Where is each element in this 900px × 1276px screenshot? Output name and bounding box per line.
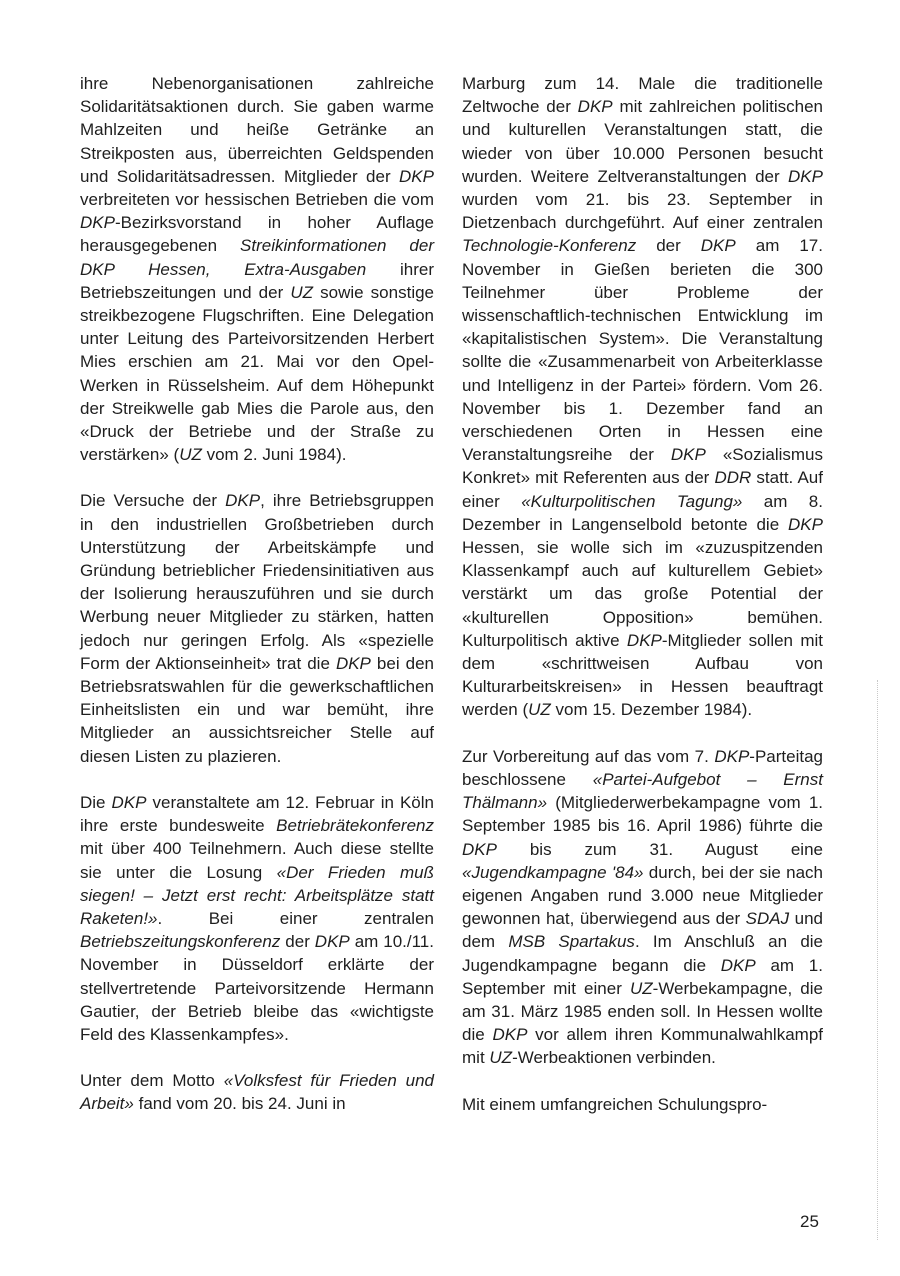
italic-text: DKP (788, 166, 823, 186)
italic-text: «Der Frieden muß siegen! – Jetzt erst recht: Arbeitsplätze statt Raketen!» (80, 862, 434, 928)
text-run: -Werbekampagne, die am 31. März 1985 enden soll. In Hessen wollte die (462, 978, 823, 1045)
italic-text: DKP (80, 213, 115, 233)
text-run: «Sozialismus Konkret» mit Referenten aus der (462, 445, 823, 488)
italic-text: DKP (577, 97, 613, 117)
text-run: der (280, 932, 315, 952)
text-run: am 8. Dezember in Langenselbold betonte die (462, 491, 823, 534)
paragraph (80, 791, 434, 1046)
text-run: -Bezirksvorstand in hoher Auflage herausgegebenen (80, 213, 434, 256)
text-run: mit über 400 Teilnehmern. Auch diese stellte sie unter die Losung (80, 839, 434, 882)
text-run: vom 2. Juni 1984). (201, 445, 347, 465)
text-run: . Bei einer zentralen (157, 908, 434, 928)
paragraph (80, 489, 434, 767)
italic-text: UZ (528, 700, 551, 720)
text-run: . Im Anschluß an die Jugendkampagne begann die (462, 932, 824, 975)
text-run: (Mitgliederwerbekampagne vom 1. September 1985 bis 16. April 1986) führte die (462, 793, 823, 836)
italic-text: Streikinformationen der DKP Hessen, Extra-Ausgaben (80, 236, 434, 279)
text-run: mit zahlreichen politischen und kulturellen Veranstaltungen statt, die wieder von über 10.000 Personen besucht wurden. Weitere Zeltveranstaltungen der (462, 97, 823, 186)
text-run: am 1. September mit einer (462, 955, 823, 998)
text-run: verbreiteten vor hessischen Betrieben die vom (80, 190, 434, 210)
italic-text: DKP (399, 166, 434, 186)
text-run: vor allem ihren Kommunalwahlkampf mit (462, 1025, 823, 1068)
italic-text: Betriebszeitungskonferenz (80, 932, 281, 952)
text-run: fand vom 20. bis 24. Juni in (133, 1094, 346, 1114)
italic-text: DDR (714, 468, 752, 488)
italic-text: «Jugendkampagne '84» (462, 862, 644, 882)
paragraph (80, 1069, 434, 1115)
italic-text: UZ (629, 978, 653, 998)
text-run: Die (80, 792, 112, 812)
italic-text: DKP (225, 491, 261, 511)
italic-text: DKP (700, 236, 736, 256)
text-run: vom 15. Dezember 1984). (550, 700, 753, 720)
italic-text: «Volksfest für Frieden und Arbeit» (80, 1071, 435, 1114)
text-run: -Parteitag beschlossene (462, 746, 823, 789)
text-run: ihre Nebenorganisationen zahlreiche Solidaritätsaktionen durch. Sie gaben warme Mahlzeiten und heiße Getränke an Streikposten aus, überreichten Geldspenden und Solidaritätsadressen. Mitglieder der (80, 74, 434, 186)
italic-text: DKP (670, 445, 706, 465)
page-number: 25 (800, 1212, 819, 1231)
italic-text: DKP (788, 514, 823, 534)
italic-text: SDAJ (745, 909, 790, 929)
text-run: Hessen, sie wolle sich im «zuzuspitzenden Klassenkampf auch auf kulturellem Gebiet» verstärkt um das große Potential der «kulturellen Opposition» bemühen. Kulturpolitisch aktive (462, 538, 823, 650)
text-run: Die Versuche der (80, 491, 226, 511)
right-column (462, 72, 823, 1116)
text-run: der (636, 236, 701, 256)
italic-text: «Partei-Aufgebot – Ernst Thälmann» (462, 769, 823, 813)
italic-text: DKP (626, 630, 662, 650)
italic-text: UZ (489, 1048, 513, 1068)
text-run: Marburg zum 14. Male die traditionelle Zeltwoche der (462, 74, 823, 117)
paragraph (462, 1093, 823, 1116)
text-run: Mit einem umfangreichen Schulungspro- (462, 1094, 768, 1114)
italic-text: DKP (111, 792, 147, 812)
italic-text: DKP (720, 955, 756, 975)
text-run: veranstaltete am 12. Februar in Köln ihre erste bundesweite (80, 792, 434, 836)
scan-edge-dots (877, 680, 878, 1240)
left-column (80, 72, 434, 1116)
text-run: bis zum 31. August eine (496, 839, 823, 859)
text-run: , ihre Betriebsgruppen in den industriellen Großbetrieben durch Unterstützung der Arbeitskämpfe und Gründung betrieblicher Friedensinitiativen aus der Isolierung herauszuführen und sie durch Werbung neuer Mitglieder zu stärken, hatten jedoch nur geringen Erfolg. Als «spezielle Form der Aktionseinheit» trat die (80, 491, 434, 673)
italic-text: «Kulturpolitischen Tagung» (521, 491, 743, 511)
italic-text: UZ (290, 282, 314, 302)
italic-text: DKP (335, 653, 371, 673)
text-run: am 17. November in Gießen berieten die 300 Teilnehmer über Probleme der wissenschaftlich-technischen Entwicklung im «kapitalistischen System». Die Veranstaltung sollte die «Zusammenarbeit von Arbeiterklasse und Intelligenz in der Partei» fördern. Vom 26. November bis 1. Dezember fand an verschiedenen Orten in Hessen eine Veranstaltungsreihe der (462, 236, 823, 465)
text-run: Zur Vorbereitung auf das vom 7. (462, 746, 715, 766)
text-run: und dem (462, 909, 823, 952)
italic-text: DKP (314, 932, 350, 952)
italic-text: DKP (462, 839, 497, 859)
paragraph (462, 72, 823, 722)
italic-text: MSB Spartakus (508, 932, 635, 952)
italic-text: UZ (179, 445, 202, 465)
text-run: -Mitglieder sollen mit dem «schrittweisen Aufbau von Kulturarbeitskreisen» in Hessen beauftragt werden ( (462, 630, 823, 720)
text-run: bei den Betriebsratswahlen für die gewerkschaftlichen Einheitslisten ein und war bemüht, ihre Mitglieder an aussichtsreicher Stelle auf diesen Listen zu plazieren. (80, 653, 434, 766)
text-run: statt. Auf einer (462, 468, 823, 511)
paragraph (462, 745, 823, 1070)
italic-text: DKP (492, 1025, 528, 1045)
text-run: sowie sonstige streikbezogene Flugschriften. Eine Delegation unter Leitung des Parteivorsitzenden Herbert Mies erschien am 21. Mai vor den Opel-Werken in Rüsselsheim. Auf dem Höhepunkt der Streikwelle gab Mies die Parole aus, den «Druck der Betriebe und der Straße zu verstärken» ( (80, 282, 434, 465)
text-run: ihrer Betriebszeitungen und der (80, 259, 434, 302)
italic-text: Technologie-Konferenz (462, 236, 637, 256)
text-run: wurden vom 21. bis 23. September in Dietzenbach durchgeführt. Auf einer zentralen (462, 190, 823, 233)
italic-text: DKP (714, 746, 750, 766)
text-run: am 10./11. November in Düsseldorf erklärte der stellvertretende Parteivorsitzende Hermann Gautier, der Betrieb bleibe das «wichtigste Feld des Klassenkampfes». (80, 932, 434, 1044)
paragraph (80, 72, 434, 466)
text-run: Unter dem Motto (80, 1071, 224, 1091)
text-run: -Werbeaktionen verbinden. (512, 1048, 716, 1068)
text-run: durch, bei der sie nach eigenen Angaben rund 3.000 neue Mitglieder gewonnen hat, überwiegend aus der (462, 862, 824, 929)
italic-text: Betriebrätekonferenz (276, 816, 434, 836)
